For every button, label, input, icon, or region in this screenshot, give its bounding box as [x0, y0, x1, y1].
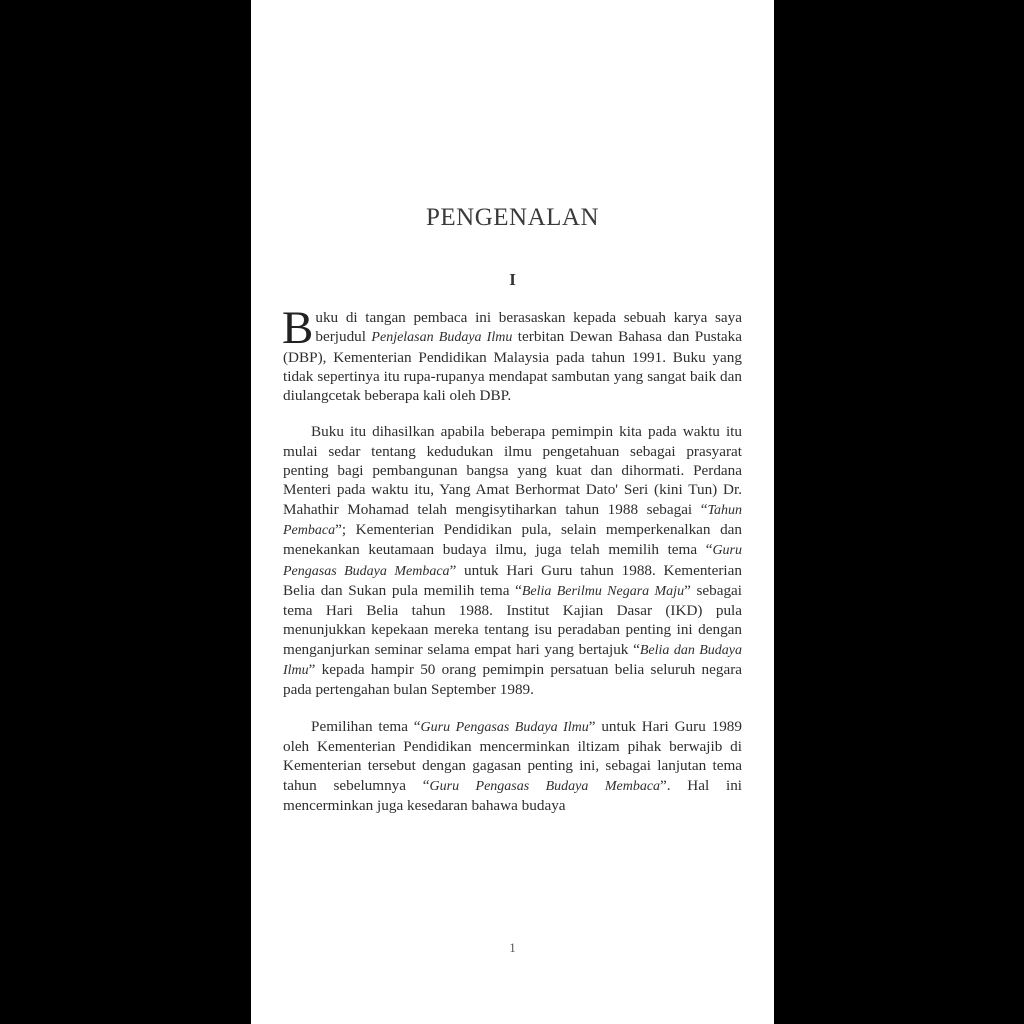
theme-italic: Guru Pengasas Budaya Ilmu: [420, 719, 589, 735]
theme-italic: Belia dan Budaya Ilmu: [283, 642, 742, 679]
section-number: I: [509, 270, 516, 289]
theme-italic: Belia Berilmu Negara Maju: [521, 583, 685, 599]
body-text: [282, 302, 743, 832]
text-segment: ”; Kementerian Pendidikan pula, selain memperkenalkan dan menekankan keutamaan budaya ilmu, juga telah memilih tema “: [283, 520, 742, 559]
text-segment: Pemilihan tema “: [311, 717, 421, 735]
paragraph-1: [282, 302, 742, 405]
theme-italic: Guru Pengasas Budaya Membaca: [283, 543, 742, 579]
theme-italic: Guru Pengasas Budaya Membaca: [429, 778, 661, 794]
book-page: [251, 0, 774, 1024]
text-segment: ”. Hal ini mencerminkan juga kesedaran bahawa budaya: [283, 776, 743, 814]
text-segment: uku di tangan pembaca ini berasaskan kepada sebuah karya saya berjudul: [315, 309, 742, 346]
text-segment: ” untuk Hari Guru tahun 1988. Kementerian Belia dan Sukan pula memilih tema “: [283, 561, 742, 599]
text-segment: ” kepada hampir 50 orang pemimpin persatuan belia seluruh negara pada pertengahan bulan September 1989.: [283, 661, 742, 699]
theme-italic: Tahun Pembaca: [283, 502, 742, 538]
text-segment: ” untuk Hari Guru 1989 oleh Kementerian Pendidikan mencerminkan iltizam pihak berwajib di Kementerian tersebut dengan gagasan penting ini, sebagai lanjutan tema tahun sebelumnya “: [283, 717, 742, 794]
page-number: 1: [509, 940, 516, 955]
book-title-italic: Penjelasan Budaya Ilmu: [371, 330, 513, 346]
drop-cap: B: [282, 302, 314, 354]
text-segment: terbitan Dewan Bahasa dan Pustaka (DBP), Kementerian Pendidikan Malaysia pada tahun 1991. Buku yang tidak sepertinya itu rupa-rupanya mendapat sambutan yang sangat baik dan diulangcetak beberapa kali oleh DBP.: [283, 328, 742, 405]
text-segment: ” sebagai tema Hari Belia tahun 1988. Institut Kajian Dasar (IKD) pula menunjukkan kepekaan mereka tentang isu peradaban penting ini dengan menganjurkan seminar selama empat hari yang bertajuk “: [283, 581, 743, 658]
paragraph-2: [283, 422, 742, 699]
text-segment: Buku itu dihasilkan apabila beberapa pemimpin kita pada waktu itu mulai sedar tentang kedudukan ilmu pengetahuan sebagai prasyarat penting bagi pembangunan bangsa yang kuat dan dihormati. Perdana Menteri pada waktu itu, Yang Amat Berhormat Dato' Seri (kini Tun) Dr. Mahathir Mohamad telah mengisytiharkan tahun 1988 sebagai “: [283, 423, 742, 518]
chapter-title: PENGENALAN: [425, 204, 600, 231]
paragraph-3: [283, 717, 742, 815]
